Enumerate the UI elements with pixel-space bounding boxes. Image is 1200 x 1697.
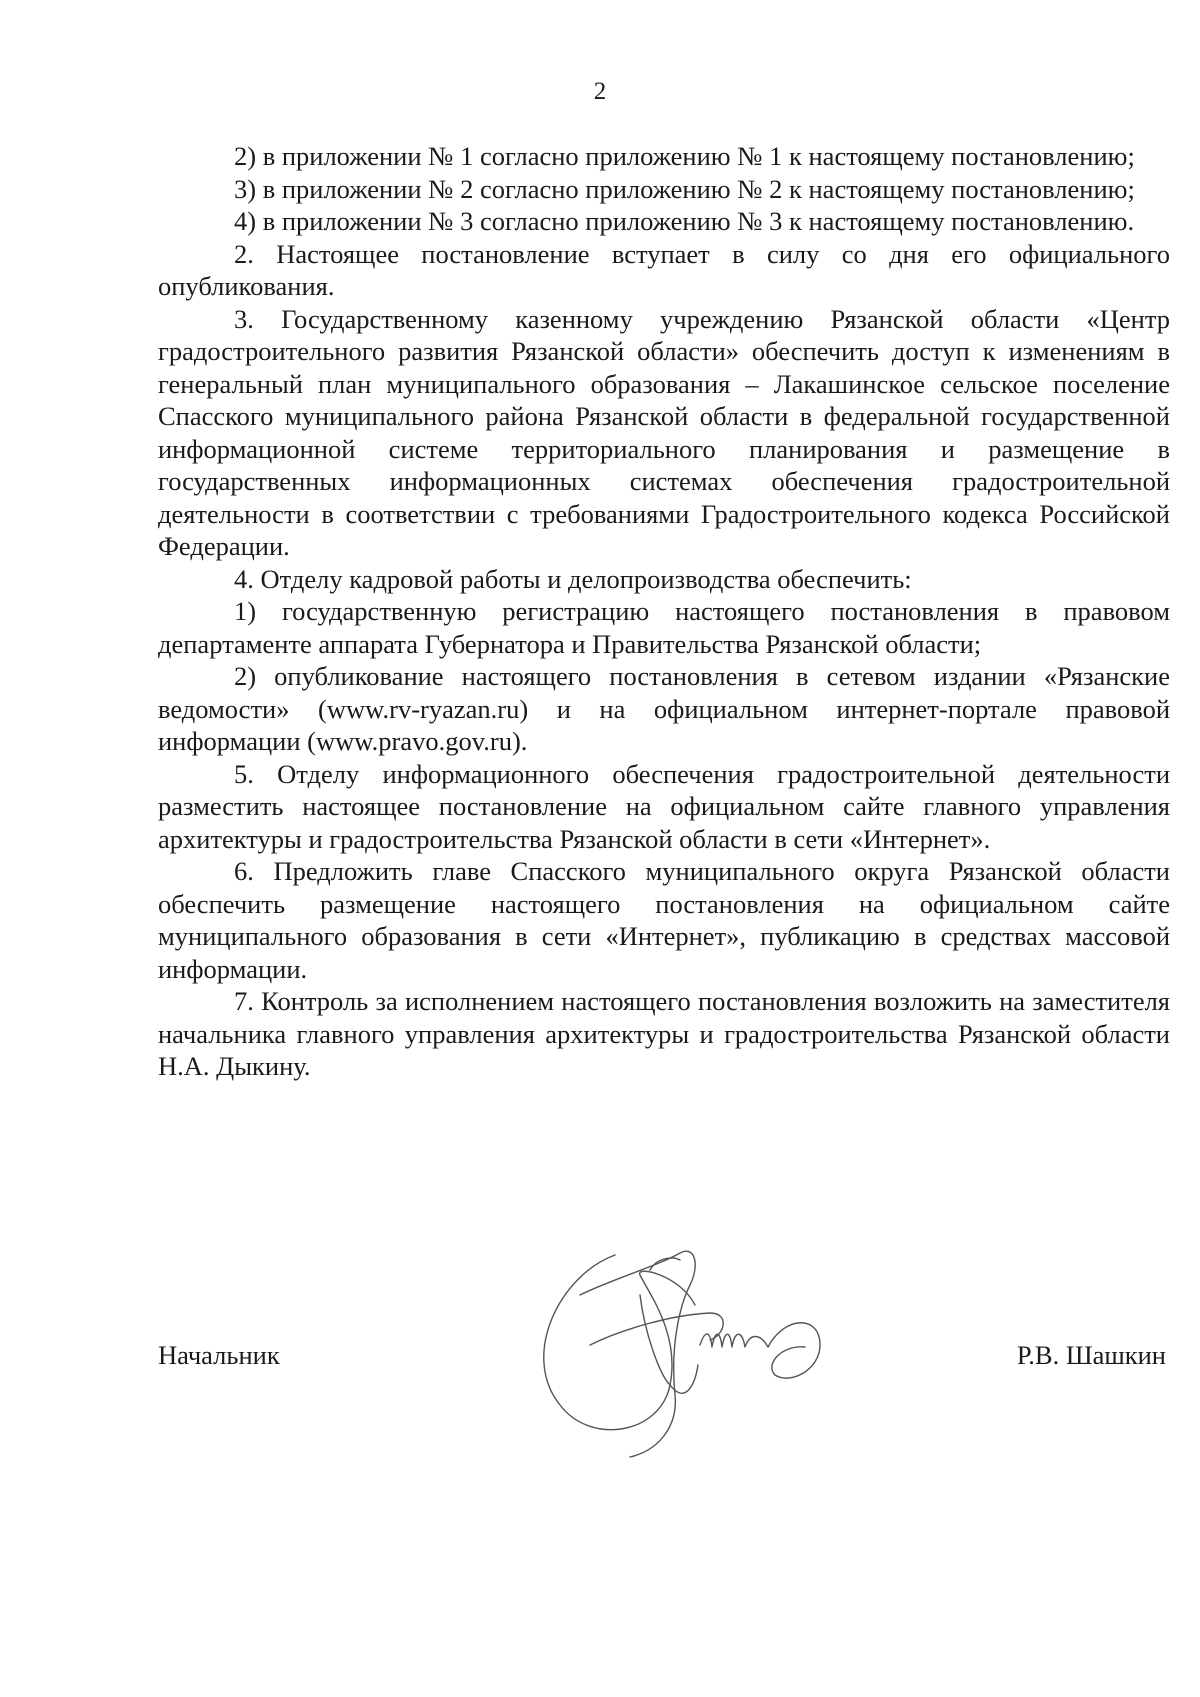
paragraph-4-2-publication: 2) опубликование настоящего постановления в сетевом издании «Рязанские ведомости» (www.rv-ryazan.ru) и на официальном интернет-портале правовой информации (www.pravo.gov.ru). [158, 661, 1170, 756]
paragraph-2-effective-date: 2. Настоящее постановление вступает в силу со дня его официального опубликования. [158, 238, 1170, 301]
signer-title: Начальник [158, 1340, 280, 1370]
paragraph-6-municipal-posting: 6. Предложить главе Спасского муниципального округа Рязанской области обеспечить размещение настоящего постановления на официальном сайте муниципального образования в сети «Интернет», публикацию в средствах массовой информации. [158, 856, 1170, 984]
paragraph-7-control: 7. Контроль за исполнением настоящего постановления возложить на заместителя начальника главного управления архитектуры и градостроительства Рязанской области Н.А. Дыкину. [158, 986, 1170, 1081]
paragraph-4-hr-department: 4. Отделу кадровой работы и делопроизводства обеспечить: [234, 563, 912, 594]
signer-name: Р.В. Шашкин [1016, 1340, 1166, 1370]
paragraph-4-1-registration: 1) государственную регистрацию настоящего постановления в правовом департаменте аппарата Губернатора и Правительства Рязанской области; [158, 596, 1170, 659]
paragraph-item-4-appendix-3: 4) в приложении № 3 согласно приложению № 3 к настоящему постановлению. [234, 206, 1135, 236]
document-body [158, 140, 1170, 1083]
paragraph-5-website-posting: 5. Отделу информационного обеспечения градостроительной деятельности разместить настоящее постановление на официальном сайте главного управления архитектуры и градостроительства Рязанской области в сети «Интернет». [158, 758, 1170, 854]
paragraph-3-access-provision: 3. Государственному казенному учреждению Рязанской области «Центр градостроительного развития Рязанской области» обеспечить доступ к изменениям в генеральный план муниципального образования – Лакашинское сельское поселение Спасского муниципального района Рязанской области в федеральной государственной информационной системе территориального планирования и размещение в государственных информационных системах обеспечения градостроительной деятельности в соответствии с требованиями Градостроительного кодекса Российской Федерации. [158, 303, 1170, 561]
paragraph-item-3-appendix-2: 3) в приложении № 2 согласно приложению № 2 к настоящему постановлению; [234, 173, 1135, 204]
page-number: 2 [593, 78, 607, 105]
signature-block [158, 1340, 1170, 1380]
paragraph-item-2-appendix-1: 2) в приложении № 1 согласно приложению № 1 к настоящему постановлению; [234, 141, 1135, 171]
